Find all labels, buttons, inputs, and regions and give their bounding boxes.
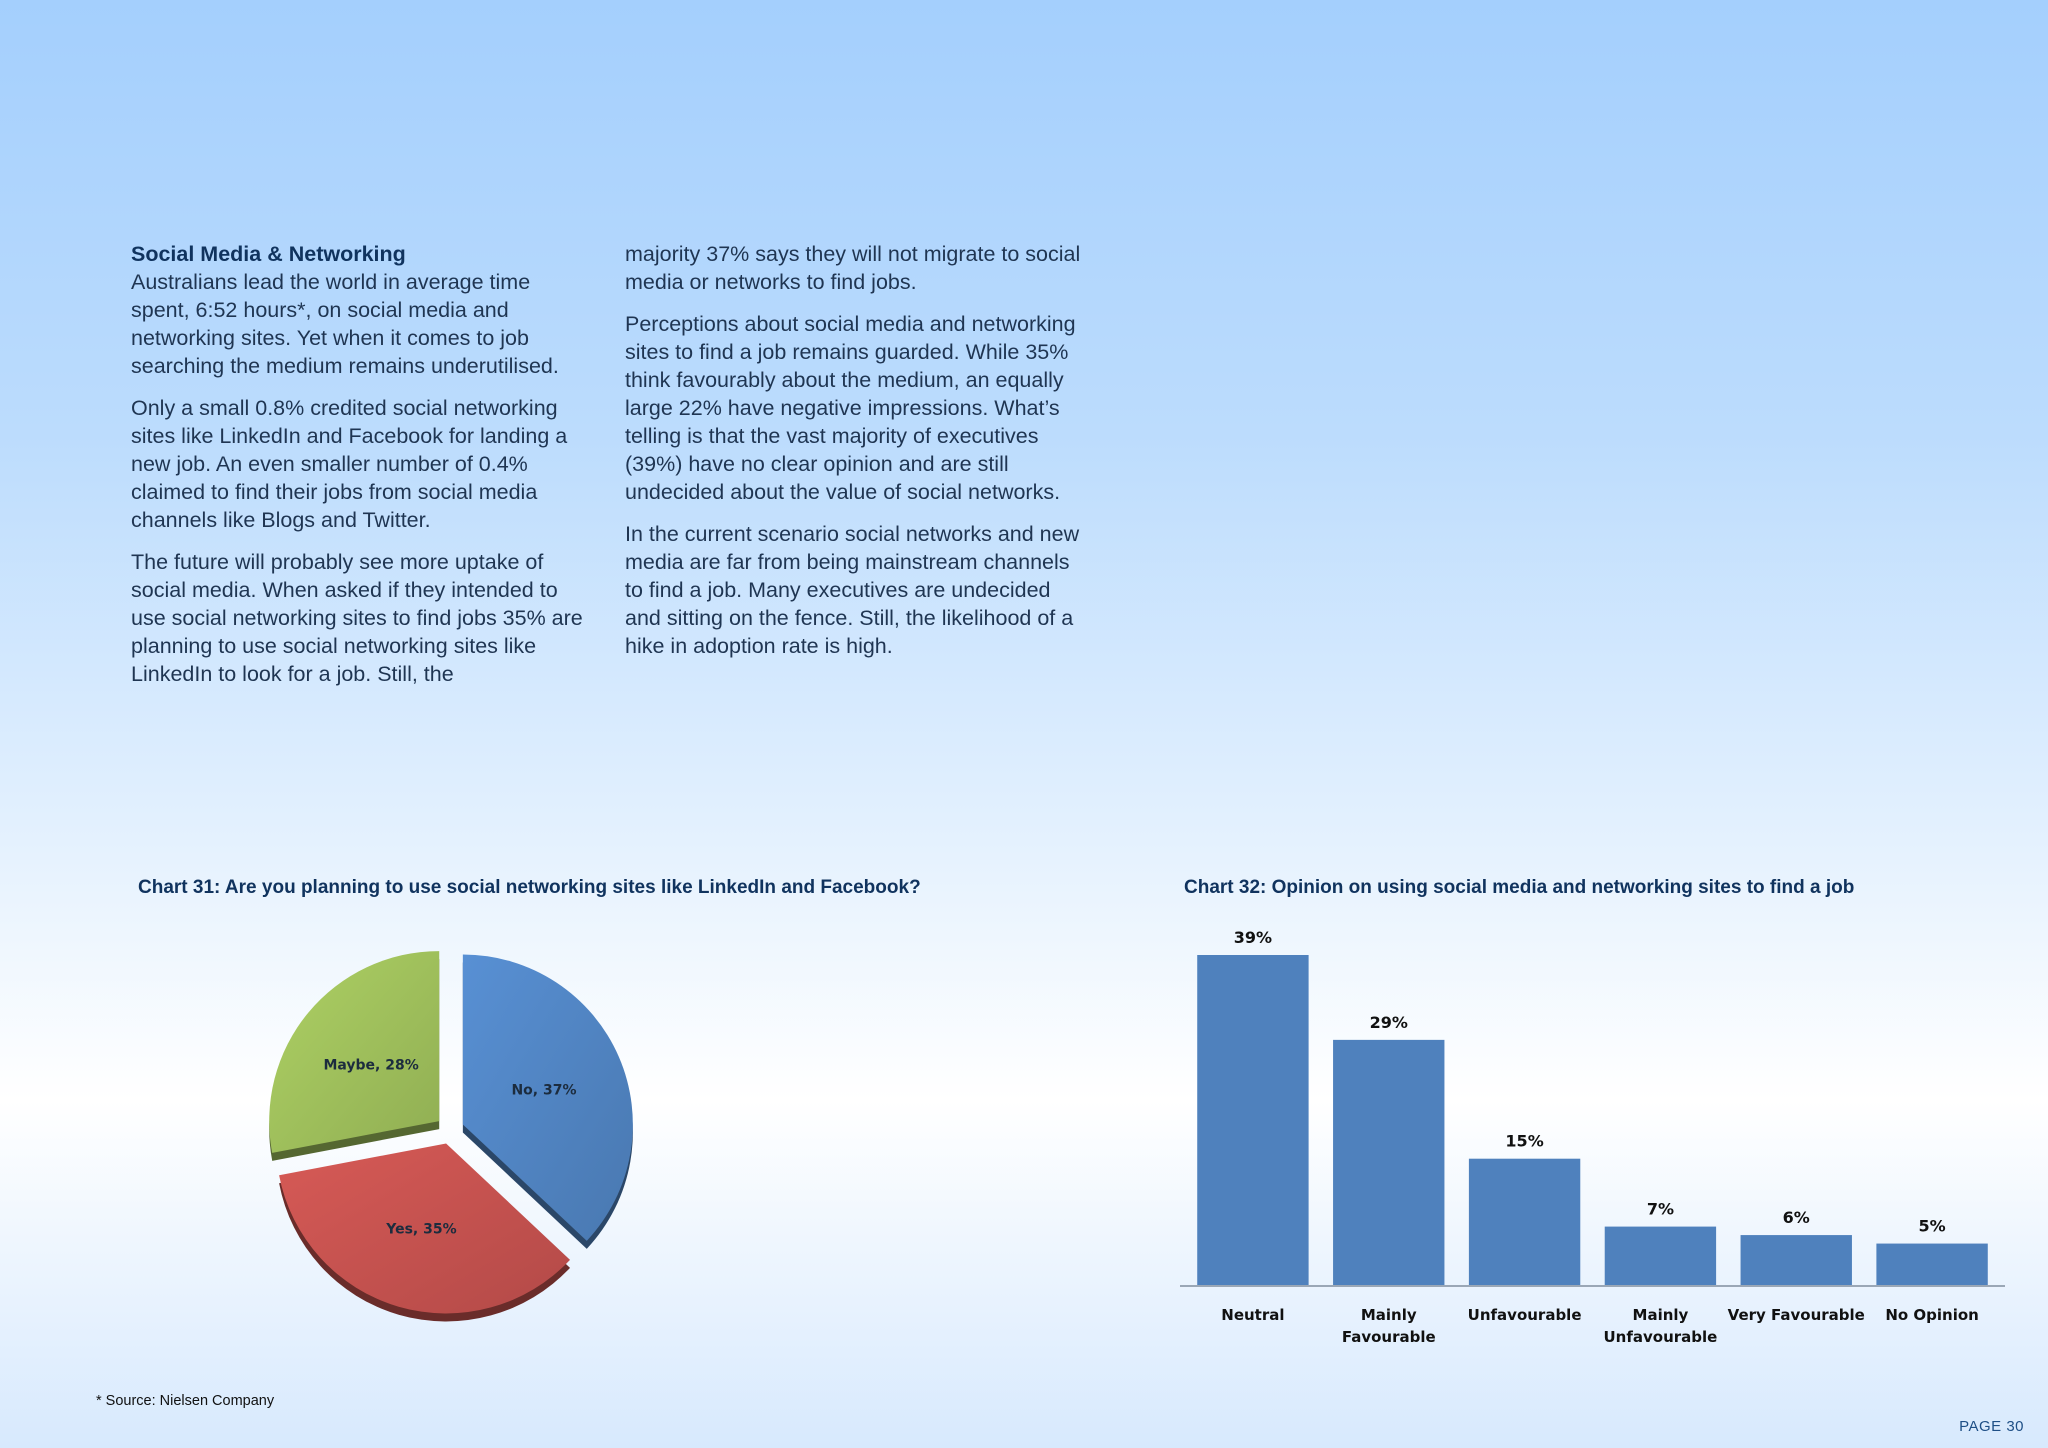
bar-value-label: 29%: [1369, 1012, 1408, 1032]
bar-value-label: 15%: [1505, 1131, 1544, 1151]
bar-category-label: Favourable: [1341, 1328, 1436, 1346]
bar-category-label: Neutral: [1221, 1306, 1285, 1324]
right-paragraph-1: majority 37% says they will not migrate to social media or networks to find jobs.: [625, 242, 1081, 294]
bar-5: [1741, 1235, 1852, 1286]
bar-chart: [1180, 925, 2010, 1355]
left-column: [131, 240, 591, 702]
pie-label-no: No, 37%: [511, 1082, 577, 1099]
bar-value-label: 7%: [1646, 1199, 1675, 1219]
bar-chart-title: Chart 32: Opinion on using social media and networking sites to find a job: [1184, 877, 1855, 898]
left-paragraph-2: Only a small 0.8% credited social networking sites like LinkedIn and Facebook for landing a new job. An even smaller number of 0.4% claimed to find their jobs from social media channels like Blogs and Twitter.: [131, 396, 568, 532]
pie-label-yes: Yes, 35%: [386, 1221, 457, 1238]
pie-chart-title: Chart 31: Are you planning to use social networking sites like LinkedIn and Facebook?: [138, 877, 921, 898]
right-column: [625, 240, 1085, 674]
pie-slice-maybe: [269, 951, 439, 1153]
pie-chart: [260, 940, 640, 1320]
page-number: PAGE 30: [1959, 1418, 2024, 1435]
section-heading: Social Media & Networking: [131, 242, 406, 266]
bar-category-label: Unfavourable: [1603, 1328, 1718, 1346]
bar-6: [1876, 1244, 1987, 1286]
bar-category-label: Mainly: [1632, 1306, 1689, 1324]
bar-category-label: Mainly: [1360, 1306, 1417, 1324]
left-paragraph-1: Australians lead the world in average time spent, 6:52 hours*, on social media and networking sites. Yet when it comes to job searching the medium remains underutilised.: [131, 270, 559, 378]
source-note: * Source: Nielsen Company: [96, 1393, 275, 1409]
bar-1: [1197, 955, 1308, 1286]
bar-4: [1605, 1227, 1716, 1286]
bar-category-label: Unfavourable: [1467, 1306, 1582, 1324]
bar-category-label: No Opinion: [1885, 1306, 1979, 1324]
bar-category-label: Very Favourable: [1727, 1306, 1865, 1324]
bar-2: [1333, 1040, 1444, 1286]
left-paragraph-3: The future will probably see more uptake of social media. When asked if they intended to use social networking sites to find jobs 35% are planning to use social networking sites like LinkedIn to look for a job. Still, the: [131, 550, 583, 686]
bar-value-label: 6%: [1782, 1208, 1810, 1228]
bar-value-label: 39%: [1233, 928, 1273, 947]
bar-3: [1469, 1159, 1580, 1286]
pie-label-maybe: Maybe, 28%: [323, 1057, 419, 1074]
bar-value-label: 5%: [1918, 1216, 1946, 1236]
right-paragraph-3: In the current scenario social networks and new media are far from being mainstream channels to find a job. Many executives are undecided and sitting on the fence. Still, the likelihood of a hike in adoption rate is high.: [625, 522, 1080, 658]
right-paragraph-2: Perceptions about social media and networking sites to find a job remains guarded. While 35% think favourably about the medium, an equally large 22% have negative impressions. What’s telling is that the vast majority of executives (39%) have no clear opinion and are still undecided about the value of social networks.: [625, 312, 1076, 504]
